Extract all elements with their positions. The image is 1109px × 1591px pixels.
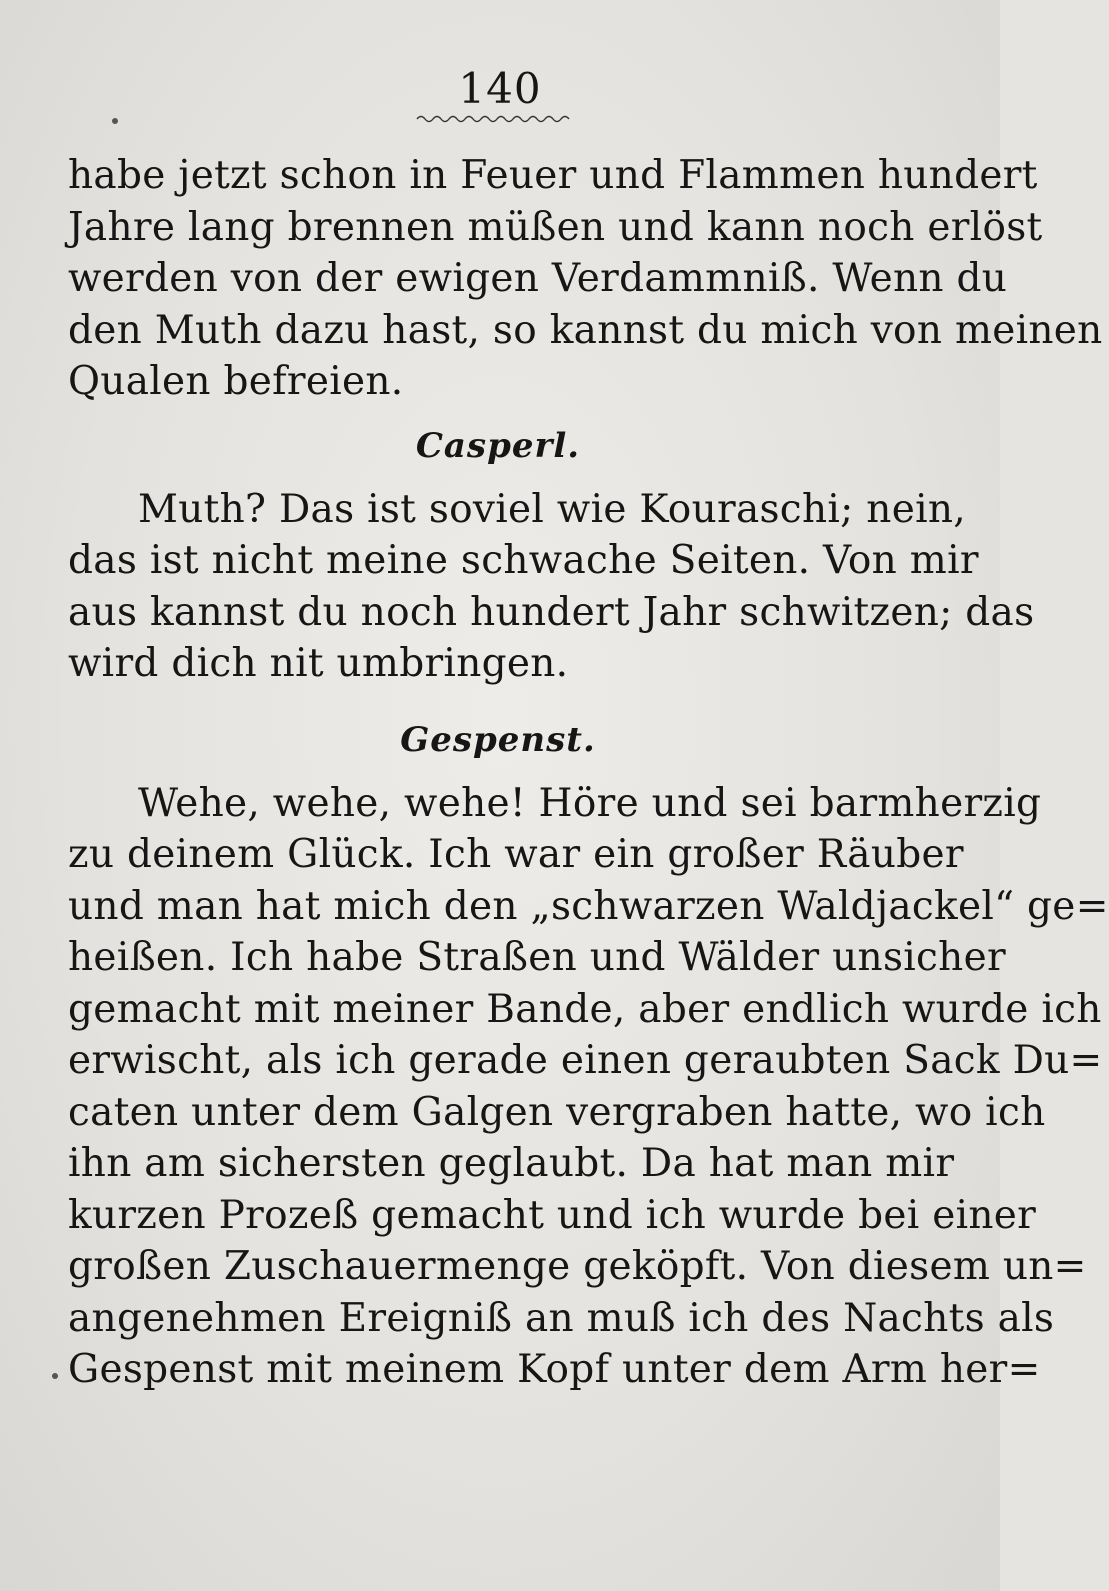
- page-text: [68, 150, 1109, 1396]
- text-line: Gespenst mit meinem Kopf unter dem Arm her=: [68, 1347, 1041, 1392]
- text-line: Muth? Das ist soviel wie Kouraschi; nein,: [138, 486, 966, 532]
- text-line: Qualen befreien.: [68, 359, 404, 404]
- paragraph: [68, 778, 1109, 1396]
- print-speck: [112, 118, 118, 124]
- text-line: und man hat mich den „schwarzen Waldjackel“ ge=: [68, 883, 1109, 929]
- wavy-rule-ornament: [415, 112, 575, 126]
- text-line: werden von der ewigen Verdammniß. Wenn du: [68, 256, 1008, 301]
- text-line: großen Zuschauermenge geköpft. Von diesem un=: [68, 1244, 1087, 1289]
- text-line: wird dich nit umbringen.: [68, 641, 569, 686]
- text-line: das ist nicht meine schwache Seiten. Von mir: [68, 538, 979, 583]
- speaker-name: Gespenst.: [400, 719, 596, 760]
- paragraph: [68, 150, 1103, 408]
- text-line: den Muth dazu hast, so kannst du mich von meinen: [68, 307, 1103, 353]
- text-line: habe jetzt schon in Feuer und Flammen hundert: [68, 153, 1038, 198]
- text-line: kurzen Prozeß gemacht und ich wurde bei einer: [68, 1192, 1037, 1238]
- text-line: heißen. Ich habe Straßen und Wälder unsicher: [68, 935, 1006, 980]
- text-line: erwischt, als ich gerade einen geraubten Sack Du=: [68, 1038, 1103, 1083]
- text-line: caten unter dem Galgen vergraben hatte, wo ich: [68, 1089, 1046, 1135]
- paragraph: [68, 484, 1035, 690]
- text-line: aus kannst du noch hundert Jahr schwitzen; das: [68, 589, 1035, 635]
- print-speck: [52, 1373, 58, 1379]
- text-line: Jahre lang brennen müßen und kann noch erlöst: [68, 204, 1043, 250]
- page-number: 140: [458, 64, 542, 113]
- text-line: angenehmen Ereigniß an muß ich des Nachts als: [68, 1295, 1055, 1341]
- text-line: gemacht mit meiner Bande, aber endlich wurde ich: [68, 986, 1102, 1032]
- text-line: zu deinem Glück. Ich war ein großer Räuber: [68, 832, 964, 877]
- text-line: Wehe, wehe, wehe! Höre und sei barmherzig: [138, 780, 1042, 826]
- speaker-name: Casperl.: [415, 425, 581, 466]
- text-line: ihn am sichersten geglaubt. Da hat man mir: [68, 1141, 955, 1186]
